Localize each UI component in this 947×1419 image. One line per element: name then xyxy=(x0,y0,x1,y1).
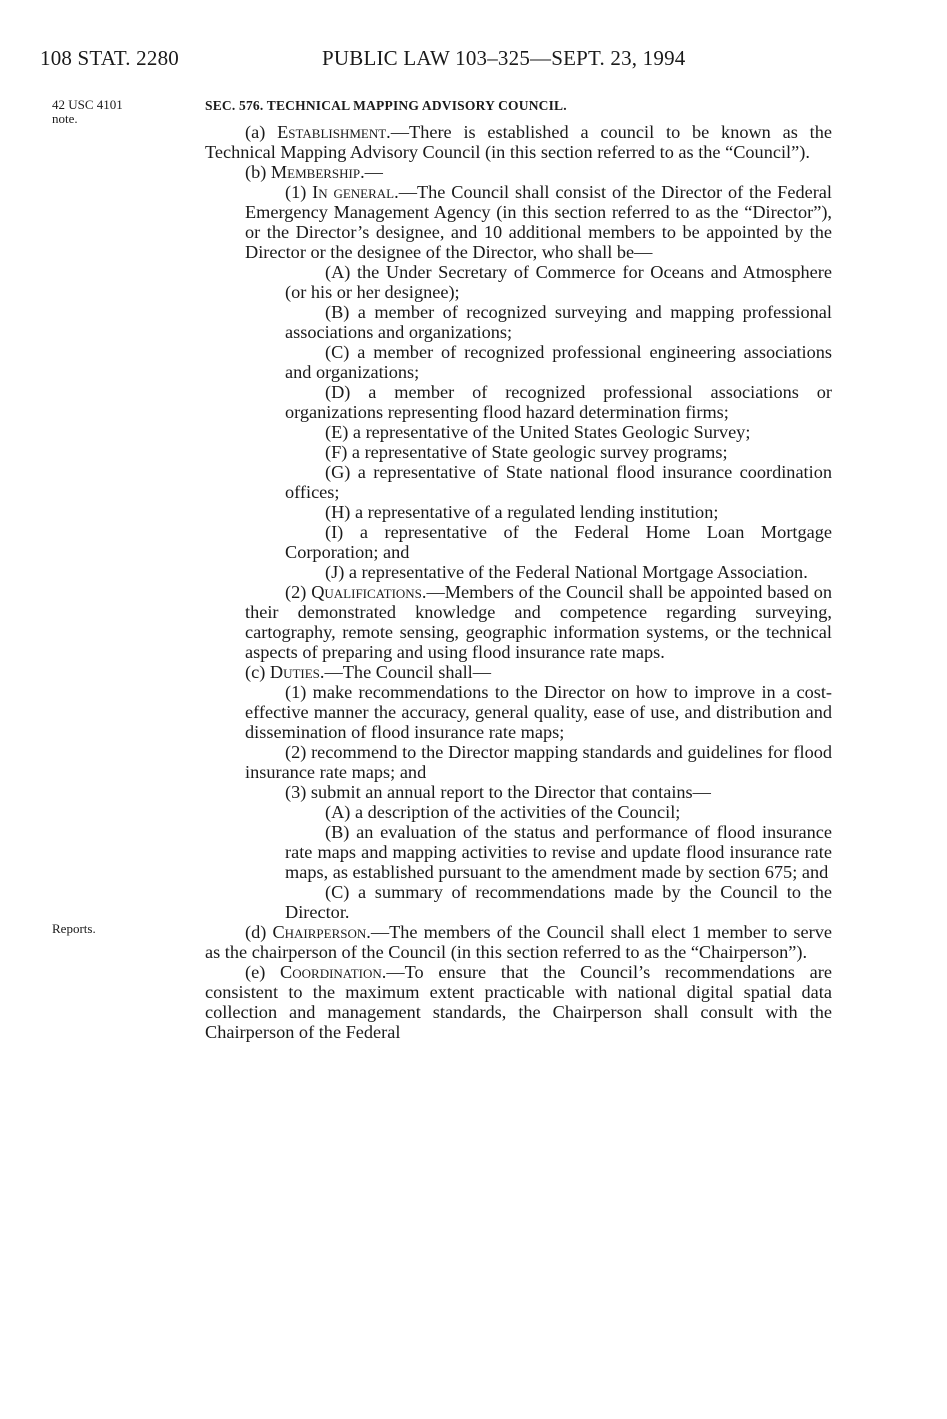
subsection-b-title: Membership xyxy=(270,162,361,182)
member-item-h: (H) a representative of a regulated lending institution; xyxy=(325,502,719,522)
member-item-i: (I) a representative of the Federal Home Loan Mortgage Corporation; and xyxy=(285,522,832,562)
member-item-a: (A) the Under Secretary of Commerce for Oceans and Atmosphere (or his or her designee); xyxy=(285,262,832,302)
margin-note-usc: 42 USC 4101 xyxy=(52,97,123,112)
subsection-b: (b) Membership.— xyxy=(245,162,383,182)
subsection-d: (d) Chairperson.—The members of the Council shall elect 1 member to serve as the chairperson of the Council (in this section referred to as the “Chairperson”). xyxy=(205,922,832,962)
paragraph-b1: (1) In general.—The Council shall consist of the Director of the Federal Emergency Management Agency (in this section referred to as the “Director”), or the Director’s designee, and 10 additional members to be appointed by the Director or the designee of the Director, who shall be— xyxy=(245,182,832,262)
subsection-a: (a) Establishment.—There is established a council to be known as the Technical Mapping Advisory Council (in this section referred to as the “Council”). xyxy=(205,122,832,162)
member-item-g: (G) a representative of State national flood insurance coordination offices; xyxy=(285,462,832,502)
member-item-d: (D) a member of recognized professional associations or organizations representing flood hazard determination firms; xyxy=(285,382,832,422)
subsection-e-title: Coordination xyxy=(280,962,382,982)
paragraph-b2: (2) Qualifications.—Members of the Council shall be appointed based on their demonstrated knowledge and competence regarding surveying, cartography, remote sensing, geographic information systems, or the technical aspects of preparing and using flood insurance rate maps. xyxy=(245,582,833,662)
report-item-a: (A) a description of the activities of the Council; xyxy=(325,802,681,822)
subsection-a-title: Establishment xyxy=(277,122,387,142)
subsection-d-title: Chairperson xyxy=(272,922,367,942)
duty-item-3: (3) submit an annual report to the Director that contains— xyxy=(285,782,711,802)
subsection-c-title: Duties xyxy=(269,662,320,682)
subsection-e: (e) Coordination.—To ensure that the Council’s recommendations are consistent to the maximum extent practicable with national digital spatial data collection and management standards, the Chairperson shall consult with the Chairperson of the Federal xyxy=(205,962,832,1042)
subsection-c: (c) Duties.—The Council shall— xyxy=(245,662,492,682)
duty-item-1: (1) make recommendations to the Director on how to improve in a cost-effective manner the accuracy, general quality, ease of use, and distribution and dissemination of flood insurance rate maps; xyxy=(245,682,832,742)
duty-item-2: (2) recommend to the Director mapping standards and guidelines for flood insurance rate maps; and xyxy=(245,742,832,782)
member-item-j: (J) a representative of the Federal National Mortgage Association. xyxy=(325,562,808,582)
member-item-c: (C) a member of recognized professional engineering associations and organizations; xyxy=(285,342,832,382)
document-body xyxy=(205,96,832,1042)
report-item-c: (C) a summary of recommendations made by the Council to the Director. xyxy=(285,882,832,922)
page-header-law: PUBLIC LAW 103–325—SEPT. 23, 1994 xyxy=(322,46,686,70)
margin-note-note: note. xyxy=(52,111,78,126)
report-item-b: (B) an evaluation of the status and performance of flood insurance rate maps and mapping activities to revise and update flood insurance rate maps, as established pursuant to the amendment made by section 675; and xyxy=(285,822,832,882)
member-item-e: (E) a representative of the United States Geologic Survey; xyxy=(325,422,751,442)
member-item-b: (B) a member of recognized surveying and mapping professional associations and organizations; xyxy=(285,302,832,342)
member-item-f: (F) a representative of State geologic survey programs; xyxy=(325,442,728,462)
margin-note-reports: Reports. xyxy=(52,921,96,936)
section-heading: SEC. 576. TECHNICAL MAPPING ADVISORY COUNCIL. xyxy=(205,98,567,113)
paragraph-b2-title: Qualifications xyxy=(311,582,422,602)
paragraph-b1-title: In general xyxy=(312,182,395,202)
page-header-stat: 108 STAT. 2280 xyxy=(40,46,179,70)
